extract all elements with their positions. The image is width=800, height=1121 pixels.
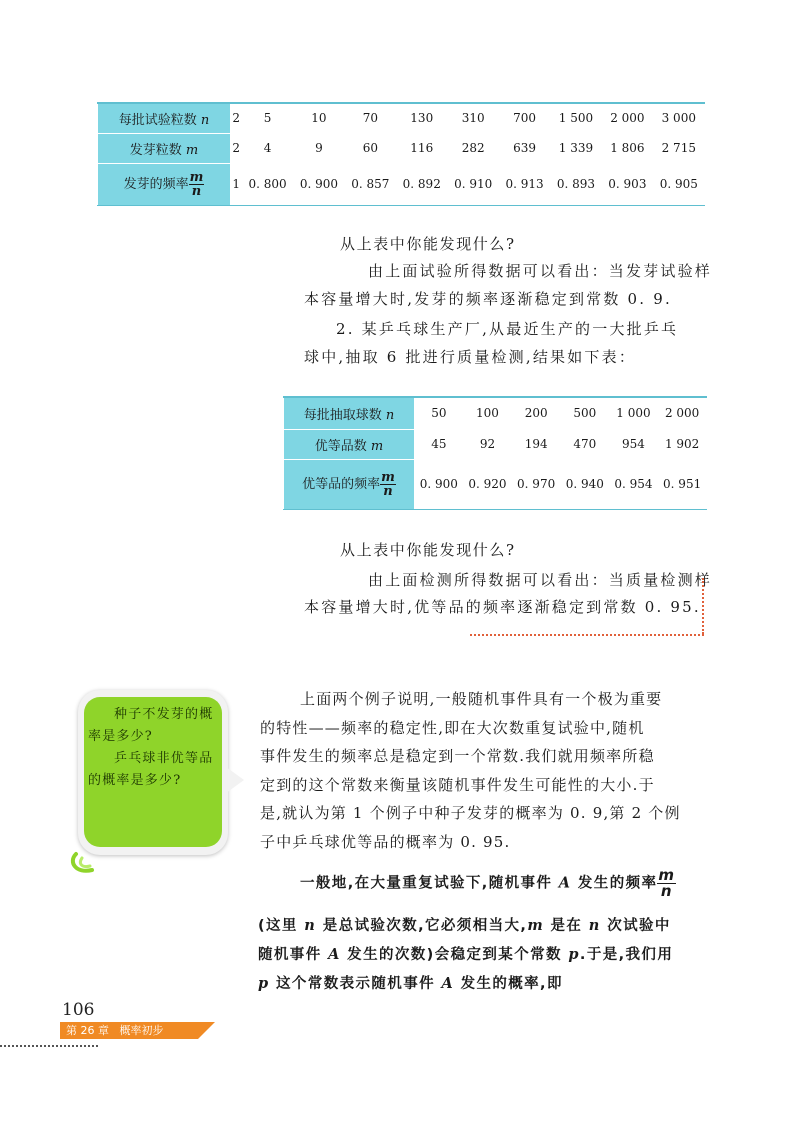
table2-row1-var: n [385,407,395,423]
fraction-numerator: m [189,169,204,185]
def-var: A [558,874,572,892]
table1-cell: 4 [242,133,293,163]
table1-row1-label: 每批试验粒数 [118,112,197,128]
table2-cell: 194 [512,429,561,459]
answer-2-line2: 本容量增大时,优等品的频率逐渐稳定到常数 0. 95. [304,598,701,616]
bubble-tail [222,764,244,796]
table1-cell: 282 [447,133,498,163]
page-number: 106 [62,1000,95,1020]
table1-cell: 0. 913 [499,163,550,205]
frequency-fraction [189,171,205,198]
fraction-denominator: n [660,882,673,900]
table2-cell: 1 902 [658,429,707,459]
table2-cell: 100 [463,397,512,429]
definition-line1 [300,868,676,899]
def-frequency-fraction [657,868,676,899]
table1-header-trials [98,103,231,133]
table1-cell: 0. 857 [345,163,396,205]
table2-row2-var: m [370,438,384,454]
table2-cell: 500 [560,397,609,429]
def-var: n [304,917,317,934]
table1-cell: 0. 893 [550,163,601,205]
def-var: m [527,917,545,934]
body-line: 定到的这个常数来衡量该随机事件发生可能性的大小.于 [260,775,655,794]
def-text: 发生的概率,即 [460,976,563,992]
table2-header-sampled [284,397,415,429]
table1-row3-label: 发芽的频率 [123,176,189,192]
table1-cell: 1 [231,163,242,205]
table2-header-good [284,429,415,459]
table2-cell: 1 000 [609,397,658,429]
table1-cell: 0. 892 [396,163,447,205]
def-text: 这个常数表示随机事件 [276,976,435,992]
answer-1-line2: 本容量增大时,发芽的频率逐渐稳定到常数 0. 9. [304,290,672,308]
table2-header-frequency [284,459,415,509]
question-1: 从上表中你能发现什么? [340,235,516,253]
table1-cell: 3 000 [653,103,704,133]
table1-cell: 700 [499,103,550,133]
footer-dotted-line [0,1045,98,1047]
table1-cell: 60 [345,133,396,163]
swirl-icon [70,850,98,876]
table1-row1-var: n [200,112,210,128]
table1-cell: 1 500 [550,103,601,133]
table1-row2-label: 发芽粒数 [129,142,182,158]
table1-cell: 130 [396,103,447,133]
table1-cell: 70 [345,103,396,133]
table1-cell: 0. 800 [242,163,293,205]
def-text: 发生的次数)会稳定到某个常数 [347,947,562,963]
table1-cell: 2 [231,103,242,133]
table1-cell: 116 [396,133,447,163]
def-var: p [568,946,580,963]
fraction-denominator: n [383,483,393,499]
answer-1-line1: 由上面试验所得数据可以看出：当发芽试验样 [368,262,713,280]
table2-cell: 0. 940 [560,459,609,509]
def-text: 是总试验次数,它必须相当大, [322,918,528,934]
table1-cell: 5 [242,103,293,133]
table1-cell: 2 000 [602,103,653,133]
fraction-numerator: m [381,469,395,485]
def-text: 次试验中 [607,918,671,934]
body-line: 的特性——频率的稳定性,即在大次数重复试验中,随机 [260,718,645,737]
def-text: 随机事件 [258,947,322,963]
table1-cell: 9 [293,133,344,163]
def-var: A [328,946,341,963]
def-text: 发生的频率 [577,875,658,892]
example-2-line1: 2. 某乒乓球生产厂,从最近生产的一大批乒乓 [336,320,679,338]
table1-cell: 0. 910 [447,163,498,205]
body-line: 上面两个例子说明,一般随机事件具有一个极为重要 [300,690,663,708]
table1-header-frequency [98,163,231,205]
body-line: 事件发生的频率总是稳定到一个常数.我们就用频率所稳 [260,747,655,765]
table1-cell: 2 715 [653,133,704,163]
table2-cell: 954 [609,429,658,459]
bubble-question-1: 种子不发芽的概率是多少? [88,707,214,744]
table2-cell: 0. 951 [658,459,707,509]
bubble-question-2: 乒乓球非优等品的概率是多少? [88,751,214,788]
table1-cell: 0. 900 [293,163,344,205]
def-text: 一般地,在大量重复试验下,随机事件 [300,875,553,892]
definition-line2 [258,911,671,941]
table2-cell: 92 [463,429,512,459]
table1-cell: 0. 905 [653,163,704,205]
table1-cell: 1 339 [550,133,601,163]
definition-line3 [258,940,673,970]
def-var: A [441,975,455,992]
body-paragraph [260,685,681,856]
frequency-fraction [380,471,396,498]
table2-cell: 200 [512,397,561,429]
def-text: (这里 [258,918,298,934]
table2-cell: 470 [560,429,609,459]
fraction-denominator: n [191,183,202,199]
def-text: 是在 [550,918,583,934]
table1-header-germinated [98,133,231,163]
table2-cell: 0. 920 [463,459,512,509]
fraction-numerator: m [658,866,676,884]
table2-cell: 0. 954 [609,459,658,509]
body-line: 子中乒乓球优等品的概率为 0. 95. [260,832,511,851]
table2-row3-label: 优等品的频率 [302,476,381,492]
definition-line4 [258,969,563,999]
table2-cell: 50 [415,397,464,429]
dotted-border-right [702,578,704,634]
def-text: .于是,我们用 [579,947,674,963]
thinking-bubble [70,690,240,880]
body-line: 是,就认为第 1 个例子中种子发芽的概率为 0. 9,第 2 个例 [260,804,681,822]
chapter-label: 第 26 章 概率初步 [66,1024,164,1037]
def-var: p [258,975,270,992]
table2-cell: 45 [415,429,464,459]
table1-cell: 10 [293,103,344,133]
bubble-text [88,704,216,792]
answer-2-line1: 由上面检测所得数据可以看出：当质量检测样 [368,571,713,589]
table1-cell: 310 [447,103,498,133]
table2-row1-label: 每批抽取球数 [303,407,382,423]
table1-row2-var: m [185,142,199,158]
table2-cell: 2 000 [658,397,707,429]
table1-cell: 2 [231,133,242,163]
table2-cell: 0. 970 [512,459,561,509]
table2-cell: 0. 900 [415,459,464,509]
table1-cell: 639 [499,133,550,163]
table2-row2-label: 优等品数 [314,438,367,454]
def-var: n [588,917,601,934]
pingpong-quality-table [283,396,707,510]
table1-cell: 0. 903 [602,163,653,205]
seed-germination-table [97,102,705,206]
table1-cell: 1 806 [602,133,653,163]
question-2: 从上表中你能发现什么? [340,541,516,559]
example-2-line2: 球中,抽取 6 批进行质量检测,结果如下表： [304,348,637,366]
dotted-border-bottom [470,634,704,636]
